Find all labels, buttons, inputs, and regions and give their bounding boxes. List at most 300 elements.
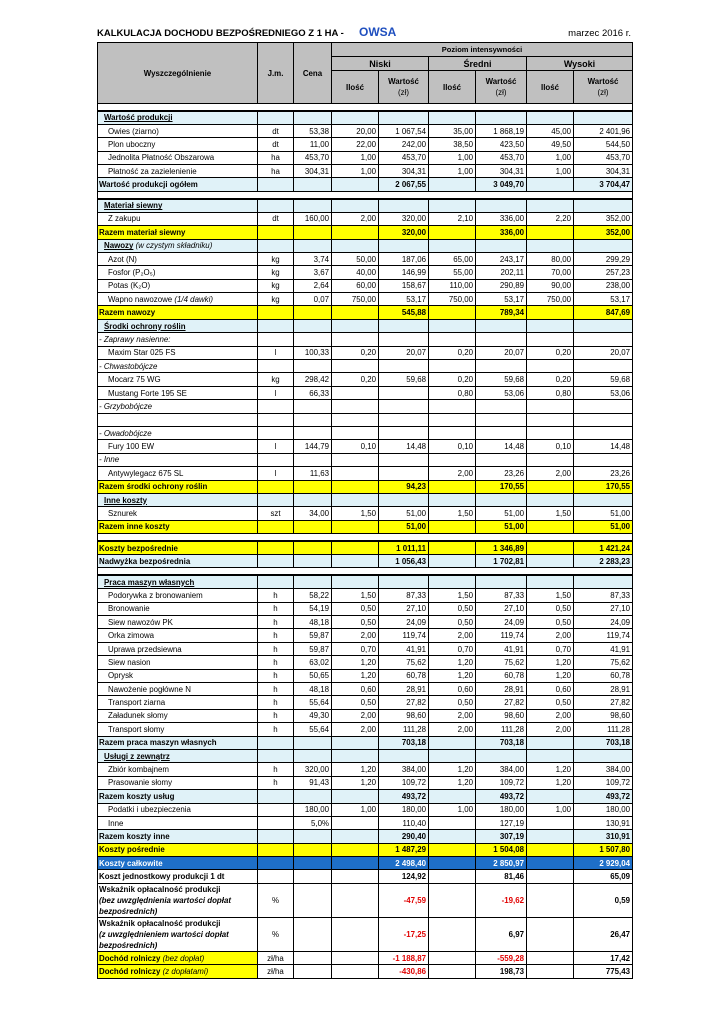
empty-cell (429, 400, 476, 413)
col-qty: Ilość (527, 71, 574, 104)
section-title: Środki ochrony roślin (104, 321, 186, 331)
item-label (98, 440, 258, 453)
high-total: 2 283,23 (574, 555, 633, 568)
section-label (98, 239, 258, 252)
low-total: 51,00 (379, 520, 429, 533)
high-value: 180,00 (574, 803, 633, 816)
high-value: 453,70 (574, 151, 633, 164)
low-income: -430,86 (379, 965, 429, 978)
empty-cell (294, 453, 332, 466)
mid-value: 20,07 (476, 346, 527, 359)
mid-value: 59,68 (476, 373, 527, 386)
empty-cell (476, 400, 527, 413)
mid-value: 41,91 (476, 642, 527, 655)
item-label (98, 293, 258, 306)
empty-cell (332, 333, 379, 346)
empty-cell (527, 870, 574, 883)
empty-cell (527, 199, 574, 212)
empty-cell (332, 575, 379, 588)
item-label (98, 723, 258, 736)
mid-qty: 35,00 (429, 124, 476, 137)
table-row (98, 360, 633, 373)
item-name: Siew nasion (108, 657, 151, 667)
table-header (98, 43, 633, 104)
low-value: 187,06 (379, 252, 429, 265)
high-total: 51,00 (574, 520, 633, 533)
table-row (98, 191, 633, 199)
item-price: 63,02 (294, 656, 332, 669)
empty-cell (574, 239, 633, 252)
empty-cell (258, 857, 294, 870)
empty-cell (429, 480, 476, 493)
high-total: 65,09 (574, 870, 633, 883)
mid-value: 111,28 (476, 723, 527, 736)
empty-cell (429, 555, 476, 568)
empty-cell (294, 319, 332, 332)
item-unit: kg (258, 373, 294, 386)
item-price: 304,31 (294, 165, 332, 178)
table-row (98, 333, 633, 346)
item-price: 58,22 (294, 589, 332, 602)
empty-cell (527, 790, 574, 803)
low-value: 1 067,54 (379, 124, 429, 137)
empty-cell (476, 413, 527, 426)
empty-cell (476, 360, 527, 373)
table-row (98, 400, 633, 413)
mid-value: 75,62 (476, 656, 527, 669)
low-qty: 2,00 (332, 212, 379, 225)
low-qty: 0,20 (332, 373, 379, 386)
item-label (98, 373, 258, 386)
mid-qty: 1,20 (429, 656, 476, 669)
high-qty: 1,50 (527, 589, 574, 602)
table-row (98, 917, 633, 951)
item-label (98, 212, 258, 225)
mid-value: 24,09 (476, 616, 527, 629)
section-title: Praca maszyn własnych (104, 577, 195, 587)
high-value: 27,10 (574, 602, 633, 615)
table-row (98, 151, 633, 164)
mid-total: 336,00 (476, 226, 527, 239)
mid-qty: 65,00 (429, 252, 476, 265)
empty-cell (379, 453, 429, 466)
table-row (98, 111, 633, 124)
table-row (98, 239, 633, 252)
high-qty: 750,00 (527, 293, 574, 306)
document-header (97, 26, 631, 42)
high-qty: 1,00 (527, 803, 574, 816)
mid-total: 703,18 (476, 736, 527, 749)
item-price: 54,19 (294, 602, 332, 615)
item-name: Potas (K₂O) (108, 281, 151, 291)
income-title: Dochód rolniczy (99, 966, 161, 976)
mid-qty: 0,70 (429, 642, 476, 655)
item-label (98, 629, 258, 642)
item-unit: h (258, 696, 294, 709)
section-label (98, 360, 258, 373)
mid-income: -559,28 (476, 951, 527, 964)
table-row (98, 709, 633, 722)
low-qty: 50,00 (332, 252, 379, 265)
low-value: 320,00 (379, 212, 429, 225)
low-qty (332, 467, 379, 480)
high-qty (527, 816, 574, 829)
mid-value: 453,70 (476, 151, 527, 164)
item-price: 59,87 (294, 642, 332, 655)
high-income: 775,43 (574, 965, 633, 978)
item-label (98, 124, 258, 137)
empty-cell (379, 413, 429, 426)
empty-cell (379, 319, 429, 332)
empty-cell (429, 306, 476, 319)
empty-cell (258, 178, 294, 191)
mid-total: 81,46 (476, 870, 527, 883)
high-total: 493,72 (574, 790, 633, 803)
low-value: 59,68 (379, 373, 429, 386)
table-row (98, 883, 633, 917)
high-total: 352,00 (574, 226, 633, 239)
col-mid: Średni (429, 57, 527, 71)
index-label (98, 883, 258, 917)
item-name: Uprawa przedsiewna (108, 644, 182, 654)
low-total: 703,18 (379, 736, 429, 749)
item-name: Transport słomy (108, 724, 165, 734)
empty-cell (258, 453, 294, 466)
low-qty (332, 816, 379, 829)
empty-cell (332, 111, 379, 124)
document-title: KALKULACJA DOCHODU BEZPOŚREDNIEGO Z 1 HA - (97, 28, 344, 39)
item-price: 49,30 (294, 709, 332, 722)
item-label (98, 683, 258, 696)
empty-cell (258, 480, 294, 493)
empty-cell (294, 226, 332, 239)
low-qty: 0,50 (332, 602, 379, 615)
col-value-label: Wartość (485, 77, 517, 86)
empty-cell (332, 749, 379, 762)
empty-cell (429, 736, 476, 749)
table-body (98, 104, 633, 979)
high-value: 23,26 (574, 467, 633, 480)
empty-cell (527, 226, 574, 239)
table-row (98, 843, 633, 856)
item-name: Siew nawozów PK (108, 617, 173, 627)
low-value: 20,07 (379, 346, 429, 359)
total-label: Razem koszty inne (98, 830, 258, 843)
income-title: Dochód rolniczy (99, 953, 161, 963)
subsection-title: - Chwastobójcze (99, 361, 158, 371)
item-name: Z zakupu (108, 214, 141, 224)
mid-index: -19,62 (476, 883, 527, 917)
total-label: Razem koszty usług (98, 790, 258, 803)
item-label (98, 776, 258, 789)
mid-value: 304,31 (476, 165, 527, 178)
section-label (98, 493, 258, 506)
low-value: 111,28 (379, 723, 429, 736)
table-row (98, 373, 633, 386)
empty-cell (476, 575, 527, 588)
high-qty: 1,00 (527, 165, 574, 178)
empty-cell (258, 790, 294, 803)
table-row (98, 736, 633, 749)
item-name: Transport ziarna (108, 698, 166, 708)
item-name: Azot (N) (108, 254, 137, 264)
empty-cell (429, 749, 476, 762)
table-row (98, 319, 633, 332)
high-value: 98,60 (574, 709, 633, 722)
low-total: 493,72 (379, 790, 429, 803)
item-unit (258, 803, 294, 816)
high-total: 310,91 (574, 830, 633, 843)
empty-cell (429, 520, 476, 533)
col-value (379, 71, 429, 104)
table-row (98, 857, 633, 870)
high-value: 87,33 (574, 589, 633, 602)
high-value: 352,00 (574, 212, 633, 225)
empty-cell (332, 870, 379, 883)
item-unit: kg (258, 266, 294, 279)
high-value: 51,00 (574, 507, 633, 520)
high-value: 59,68 (574, 373, 633, 386)
empty-cell (527, 493, 574, 506)
empty-cell (258, 736, 294, 749)
high-value: 75,62 (574, 656, 633, 669)
col-price: Cena (294, 43, 332, 104)
item-unit: kg (258, 252, 294, 265)
high-value: 257,23 (574, 266, 633, 279)
high-qty: 0,50 (527, 696, 574, 709)
low-value: 384,00 (379, 763, 429, 776)
empty-cell (527, 239, 574, 252)
empty-cell (574, 360, 633, 373)
mid-qty: 0,10 (429, 440, 476, 453)
mid-value: 23,26 (476, 467, 527, 480)
table-row (98, 589, 633, 602)
empty-cell (429, 857, 476, 870)
empty-cell (258, 319, 294, 332)
empty-cell (379, 426, 429, 439)
empty-cell (527, 178, 574, 191)
section-title: Inne koszty (104, 495, 147, 505)
table-row (98, 386, 633, 399)
empty-cell (294, 857, 332, 870)
empty-cell (294, 360, 332, 373)
item-unit: l (258, 346, 294, 359)
low-qty: 2,00 (332, 629, 379, 642)
item-name: Oprysk (108, 671, 133, 681)
item-label (98, 279, 258, 292)
low-total: 124,92 (379, 870, 429, 883)
index-title: Wskaźnik opłacalność produkcji (99, 884, 221, 894)
empty-cell (527, 843, 574, 856)
empty-cell (527, 333, 574, 346)
item-name: Jednolita Płatność Obszarowa (108, 153, 215, 163)
item-label (98, 138, 258, 151)
low-qty: 22,00 (332, 138, 379, 151)
table-row (98, 669, 633, 682)
table-row (98, 803, 633, 816)
item-label (98, 709, 258, 722)
item-label (98, 642, 258, 655)
col-value-label: Wartość (388, 77, 419, 86)
empty-cell (574, 453, 633, 466)
mid-qty: 2,00 (429, 629, 476, 642)
low-qty: 2,00 (332, 723, 379, 736)
empty-cell (332, 857, 379, 870)
index-unit: % (258, 917, 294, 951)
mid-qty: 750,00 (429, 293, 476, 306)
empty-cell (332, 426, 379, 439)
item-price: 91,43 (294, 776, 332, 789)
empty-cell (429, 951, 476, 964)
empty-cell (258, 360, 294, 373)
section-label (98, 400, 258, 413)
empty-cell (476, 453, 527, 466)
empty-cell (527, 306, 574, 319)
mid-qty: 110,00 (429, 279, 476, 292)
mid-qty: 0,20 (429, 373, 476, 386)
income-label (98, 951, 258, 964)
item-price: 0,07 (294, 293, 332, 306)
mid-qty: 55,00 (429, 266, 476, 279)
table-row (98, 683, 633, 696)
high-value: 24,09 (574, 616, 633, 629)
empty-cell (527, 541, 574, 554)
empty-cell (476, 426, 527, 439)
empty-cell (429, 830, 476, 843)
item-label (98, 656, 258, 669)
item-label (98, 346, 258, 359)
empty-cell (379, 493, 429, 506)
item-unit: l (258, 467, 294, 480)
empty-cell (429, 199, 476, 212)
high-qty: 1,20 (527, 669, 574, 682)
high-total: 2 929,04 (574, 857, 633, 870)
item-name: Fury 100 EW (108, 442, 155, 452)
subsection-title: - Grzybobójcze (99, 401, 153, 411)
empty-cell (527, 965, 574, 978)
item-unit: kg (258, 279, 294, 292)
empty-cell (294, 843, 332, 856)
table-row (98, 453, 633, 466)
high-total: 703,18 (574, 736, 633, 749)
low-qty: 1,50 (332, 589, 379, 602)
empty-cell (332, 520, 379, 533)
table-row (98, 279, 633, 292)
index-subtitle: (bez uwzględnienia wartości dopłat bezpośrednich) (99, 895, 231, 916)
low-total: 2 067,55 (379, 178, 429, 191)
empty-cell (294, 426, 332, 439)
item-unit: ha (258, 151, 294, 164)
table-row (98, 763, 633, 776)
col-qty: Ilość (332, 71, 379, 104)
empty-cell (258, 749, 294, 762)
empty-cell (332, 555, 379, 568)
empty-cell (527, 453, 574, 466)
empty-cell (527, 111, 574, 124)
high-value: 299,29 (574, 252, 633, 265)
empty-cell (429, 790, 476, 803)
section-label (98, 333, 258, 346)
empty-cell (294, 555, 332, 568)
empty-cell (332, 360, 379, 373)
table-row (98, 138, 633, 151)
table-row (98, 507, 633, 520)
mid-qty (429, 816, 476, 829)
col-value (574, 71, 633, 104)
low-value: 41,91 (379, 642, 429, 655)
empty-cell (527, 749, 574, 762)
section-label (98, 453, 258, 466)
mid-value: 119,74 (476, 629, 527, 642)
empty-cell (574, 413, 633, 426)
empty-cell (332, 736, 379, 749)
table-row (98, 696, 633, 709)
table-row (98, 493, 633, 506)
mid-value: 290,89 (476, 279, 527, 292)
low-value: 119,74 (379, 629, 429, 642)
mid-value: 53,17 (476, 293, 527, 306)
subsection-title: - Inne (99, 455, 120, 465)
col-value-unit: (zł) (398, 88, 409, 97)
high-qty: 0,50 (527, 602, 574, 615)
low-value: 180,00 (379, 803, 429, 816)
empty-cell (379, 400, 429, 413)
empty-cell (379, 239, 429, 252)
empty-cell (429, 226, 476, 239)
item-label (98, 616, 258, 629)
mid-value: 1 868,19 (476, 124, 527, 137)
document-date: marzec 2016 r. (568, 28, 631, 39)
table-row (98, 178, 633, 191)
item-unit: h (258, 602, 294, 615)
item-label (98, 669, 258, 682)
mid-qty: 0,50 (429, 696, 476, 709)
item-price: 50,65 (294, 669, 332, 682)
table-row (98, 830, 633, 843)
low-qty: 0,20 (332, 346, 379, 359)
high-qty: 2,20 (527, 212, 574, 225)
empty-cell (294, 736, 332, 749)
low-value: 304,31 (379, 165, 429, 178)
mid-value: 202,11 (476, 266, 527, 279)
high-value: 53,17 (574, 293, 633, 306)
total-label: Razem praca maszyn własnych (98, 736, 258, 749)
item-label (98, 816, 258, 829)
low-value: 75,62 (379, 656, 429, 669)
high-total: 3 704,47 (574, 178, 633, 191)
low-index: -17,25 (379, 917, 429, 951)
col-value (476, 71, 527, 104)
item-label (98, 763, 258, 776)
low-value: 453,70 (379, 151, 429, 164)
empty-cell (476, 111, 527, 124)
total-label: Nadwyżka bezpośrednia (98, 555, 258, 568)
empty-cell (429, 413, 476, 426)
high-qty: 0,70 (527, 642, 574, 655)
empty-cell (332, 883, 379, 917)
section-label (98, 319, 258, 332)
table-row (98, 555, 633, 568)
empty-cell (332, 541, 379, 554)
high-qty: 0,60 (527, 683, 574, 696)
low-value: 28,91 (379, 683, 429, 696)
item-price: 48,18 (294, 616, 332, 629)
item-name: Płatność za zazielenienie (108, 166, 197, 176)
col-low: Niski (332, 57, 429, 71)
empty-cell (294, 493, 332, 506)
section-title: Wartość produkcji (104, 113, 173, 123)
mid-total: 1 346,89 (476, 541, 527, 554)
